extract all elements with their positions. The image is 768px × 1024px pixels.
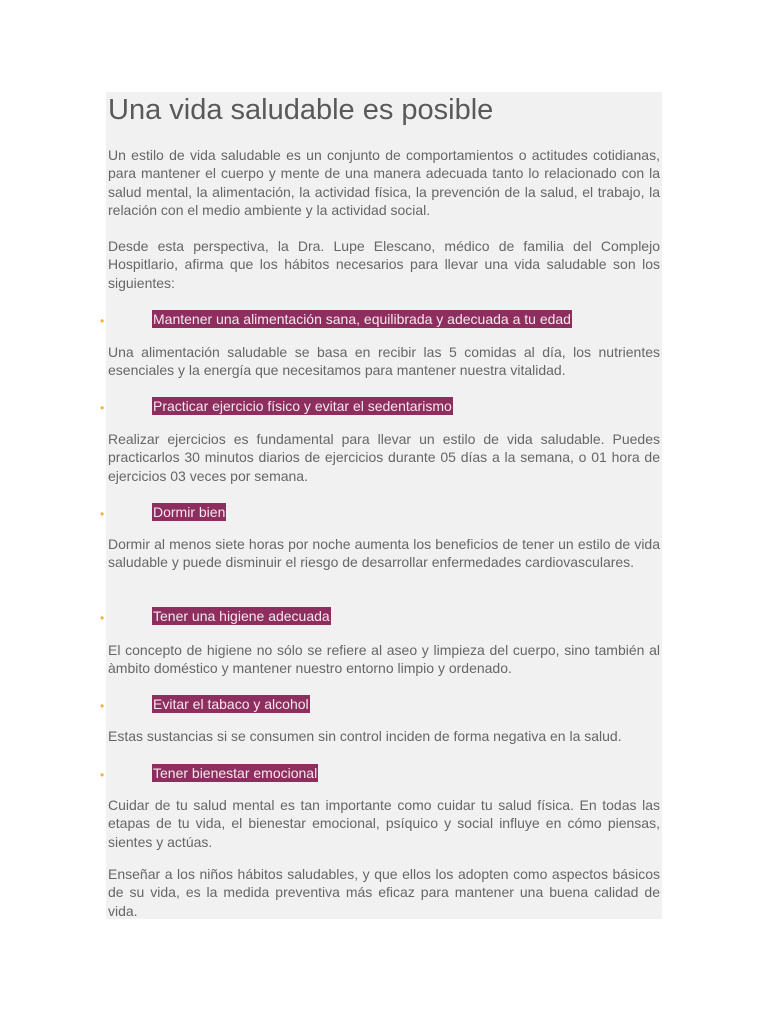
- habit-heading-hygiene: Tener una higiene adecuada: [153, 608, 330, 624]
- habit-text-emotional: Cuidar de tu salud mental es tan importante como cuidar tu salud física. En todas las etapas de tu vida, el bienestar emocional, psíquico y social influye en cómo piensas, sientes y actúas.: [108, 797, 660, 850]
- habit-text-food: Una alimentación saludable se basa en recibir las 5 comidas al día, los nutrientes esenciales y la energía que necesitamos para mantener nuestra vitalidad.: [108, 344, 660, 379]
- habit-heading-exercise: Practicar ejercicio físico y evitar el sedentarismo: [153, 398, 452, 414]
- intro-paragraph: Un estilo de vida saludable es un conjunto de comportamientos o actitudes cotidianas, para mantener el cuerpo y mente de una manera adecuada tanto lo relacionado con la salud mental, la alimentación, la actividad física, la prevención de la salud, el trabajo, la relación con el medio ambiente y la actividad social.: [108, 147, 660, 218]
- page-title: Una vida saludable es posible: [108, 94, 494, 126]
- habit-heading-tobacco: Evitar el tabaco y alcohol: [153, 696, 309, 712]
- habit-text-tobacco: Estas sustancias si se consumen sin control inciden de forma negativa en la salud.: [108, 728, 622, 744]
- habit-item-food: [100, 310, 660, 330]
- habit-heading-emotional: Tener bienestar emocional: [153, 765, 318, 781]
- habit-text-hygiene: El concepto de higiene no sólo se refiere al aseo y limpieza del cuerpo, sino también al àmbito doméstico y mantener nuestro entorno limpio y ordenado.: [108, 642, 660, 677]
- habit-heading-sleep: Dormir bien: [153, 504, 226, 520]
- habit-heading-food: Mantener una alimentación sana, equilibrada y adecuada a tu edad: [153, 311, 571, 327]
- bullet-icon: •: [100, 314, 105, 328]
- bullet-icon: •: [100, 401, 105, 415]
- bullet-icon: •: [100, 507, 105, 521]
- perspective-paragraph: Desde esta perspectiva, la Dra. Lupe Elescano, médico de familia del Complejo Hospitlario, afirma que los hábitos necesarios para llevar una vida saludable son los siguientes:: [108, 238, 660, 291]
- bullet-icon: •: [100, 699, 105, 713]
- habit-item-tobacco: [100, 695, 660, 715]
- habit-item-sleep: [100, 503, 660, 523]
- habit-item-emotional: [100, 764, 660, 784]
- habit-text-exercise: Realizar ejercicios es fundamental para llevar un estilo de vida saludable. Puedes practicarlos 30 minutos diarios de ejercicios durante 05 días a la semana, o 01 hora de ejercicios 03 veces por semana.: [108, 431, 660, 484]
- habit-item-exercise: [100, 397, 660, 417]
- closing-paragraph: Enseñar a los niños hábitos saludables, y que ellos los adopten como aspectos básicos de su vida, es la medida preventiva más eficaz para mantener una buena calidad de vida.: [108, 866, 660, 919]
- habit-item-hygiene: [100, 607, 660, 627]
- habit-text-sleep: Dormir al menos siete horas por noche aumenta los beneficios de tener un estilo de vida saludable y puede disminuir el riesgo de desarrollar enfermedades cardiovasculares.: [108, 536, 660, 571]
- bullet-icon: •: [100, 768, 105, 782]
- bullet-icon: •: [100, 611, 105, 625]
